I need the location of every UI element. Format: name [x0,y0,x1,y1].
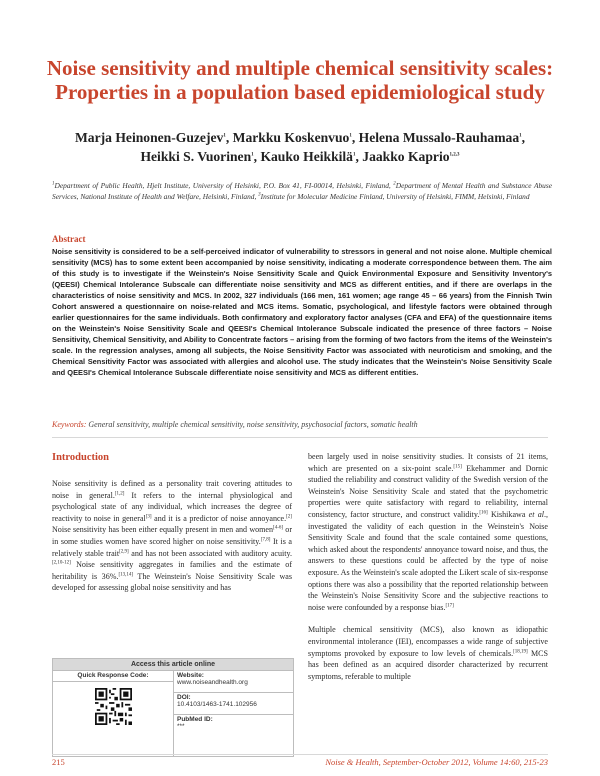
keywords-label: Keywords: [52,420,87,429]
journal-citation: Noise & Health, September-October 2012, Volume 14:60, 215-23 [325,757,548,767]
intro-left-column [52,478,292,594]
divider [52,437,548,438]
page-number: 215 [52,757,65,767]
intro-right-column [308,451,548,682]
author-list [30,128,570,166]
article-title [40,56,560,104]
access-heading: Access this article online [53,659,293,671]
introduction-heading: Introduction [52,452,109,463]
affiliations: $^1$Department of Public Health, Hjelt Institute, University of Helsinki, P.O. Box 41, FI-00014, Helsinki, Finland, $^2$Department of Mental Health and Substance Abuse Services, National Institute of Health and Welfare, Helsinki, Finland, $^3$Institute for Molecular Medicine Finland, University of Helsinki, FIMM, Helsinki, Finland [52,181,553,201]
qr-label: Quick Response Code: [53,671,173,682]
paragraph: been largely used in noise sensitivity studies. It consists of 21 items, which are presented on a six-point scale.[15] Ekehammer and Dornic studied the reliability and construct validity of the Swedish version of the Weinstein's Noise Sensitivity Scale and stated that the psychometric properties were quite satisfactory with regard to reliability, internal consistency, factor structure, and construct validity.[16] Kishikawa et al., investigated the validity of each question in the Weinstein's Noise Sensitivity Scale and found that the scale contained some questions, which asked about the respondents' annoyance toward noise, and thus, the answers to these questions could be affected by the type of noise exposure. As the Weinstein's scale adopted the Likert scale of six-response options there was also a possibility that the reported relationship between the Weinstein's Noise Sensitivity Score and the subjective reactions to noise were confounded by a response bias.[17] [308,452,548,612]
paragraph: Multiple chemical sensitivity (MCS), also known as idiopathic environmental intolerance (IEI), encompasses a wide range of subjective symptoms provoked by exposure to low levels of chemicals.[18,19] MCS has been defined as an acquired disorder characterized by recurrent symptoms, referable to multiple [308,625,549,681]
author: Kauko Heikkilä$^1$, [260,149,363,164]
website-link[interactable]: www.noiseandhealth.org [177,679,248,686]
article-info-panel [174,671,293,737]
paragraph: Noise sensitivity is defined as a personality trait covering attitudes to noise in general.[1,2] It refers to the internal physiological and psychological state of any individual, which increases the degree of reactivity to noise in general[3] and it is a predictor of noise annoyance.[2] Noise sensitivity has been either equally present in men and women[4-6] or in some studies women have scored higher on noise sensitivity.[7,8] It is a relatively stable trait[2,9] and has not been associated with auditory acuity.[2,10-12] Noise sensitivity aggregates in families and the estimate of heritability is 36%.[13,14] The Weinstein's Noise Sensitivity Scale was developed for assessing global noise sensitivity and has [52,479,293,593]
abstract-heading: Abstract [52,234,86,244]
qr-code-icon[interactable] [95,688,132,725]
keywords-text: General sensitivity, multiple chemical sensitivity, noise sensitivity, psychosocial factors, somatic health [88,420,418,429]
author: Helena Mussalo-Rauhamaa$^1$, [358,130,526,145]
title-line-2: Properties in a population based epidemiological study [55,80,545,104]
doi-cell: DOI: 10.4103/1463-1741.102956 [174,693,293,715]
footer-divider [52,754,548,755]
title-line-1: Noise sensitivity and multiple chemical sensitivity scales: [46,56,554,80]
pubmed-value: *** [177,723,185,730]
keywords [52,420,552,429]
author: Jaakko Kaprio$^{1,2,3}$ [362,149,460,164]
website-cell: Website: www.noiseandhealth.org [174,671,293,693]
pubmed-cell: PubMed ID: *** [174,715,293,737]
abstract-section [52,234,552,378]
author: Markku Koskenvuo$^1$, [232,130,359,145]
abstract-text: Noise sensitivity is considered to be a self-perceived indicator of vulnerability to stressors in general and not noise alone. Multiple chemical sensitivity (MCS) has to some extent been accompanied by noise sensitivity, indicating a moderate correspondence between them. The aim of this study is to investigate if the Weinstein's Noise Sensitivity Scale and Quick Environmental Exposure and Sensitivity Inventory's (QEESI) Chemical Intolerance Subscale can differentiate noise sensitivity and MCS as different entities, and if there are overlaps in the characteristics of noise sensitivity and MCS. In 2002, 327 individuals (166 men, 161 women; age range 45 – 66 years) from the Finnish Twin Cohort answered a questionnaire on noise-related and MCS items. Somatic, psychological, and lifestyle factors were obtained through earlier questionnaires for the same individuals. Both confirmatory and exploratory factor analyses (CFA and EFA) of the questionnaire items on the Weinstein's Noise Sensitivity Scale and QEESI's Chemical Intolerance Subscale indicated the presence of three factors – Noise Sensitivity, Chemical Sensitivity, and Ability to Concentrate factors – arising from the forming of two factors from the items of the Weinstein's scale. In the regression analyses, among all subjects, the Noise Sensitivity Factor was associated with neuroticism and smoking, and the Chemical Sensitivity Factor was associated with allergies and alcohol use. The study indicates that the Weinstein's Noise Sensitivity Scale and QEESI's Chemical Intolerance Subscale differentiate noise sensitivity and MCS as different entities. [52,247,552,377]
access-article-box [52,658,294,757]
author: Marja Heinonen-Guzejev$^1$, [74,130,233,145]
qr-panel [53,671,174,756]
doi-value[interactable]: 10.4103/1463-1741.102956 [177,701,257,708]
author: Heikki S. Vuorinen$^1$, [140,149,261,164]
